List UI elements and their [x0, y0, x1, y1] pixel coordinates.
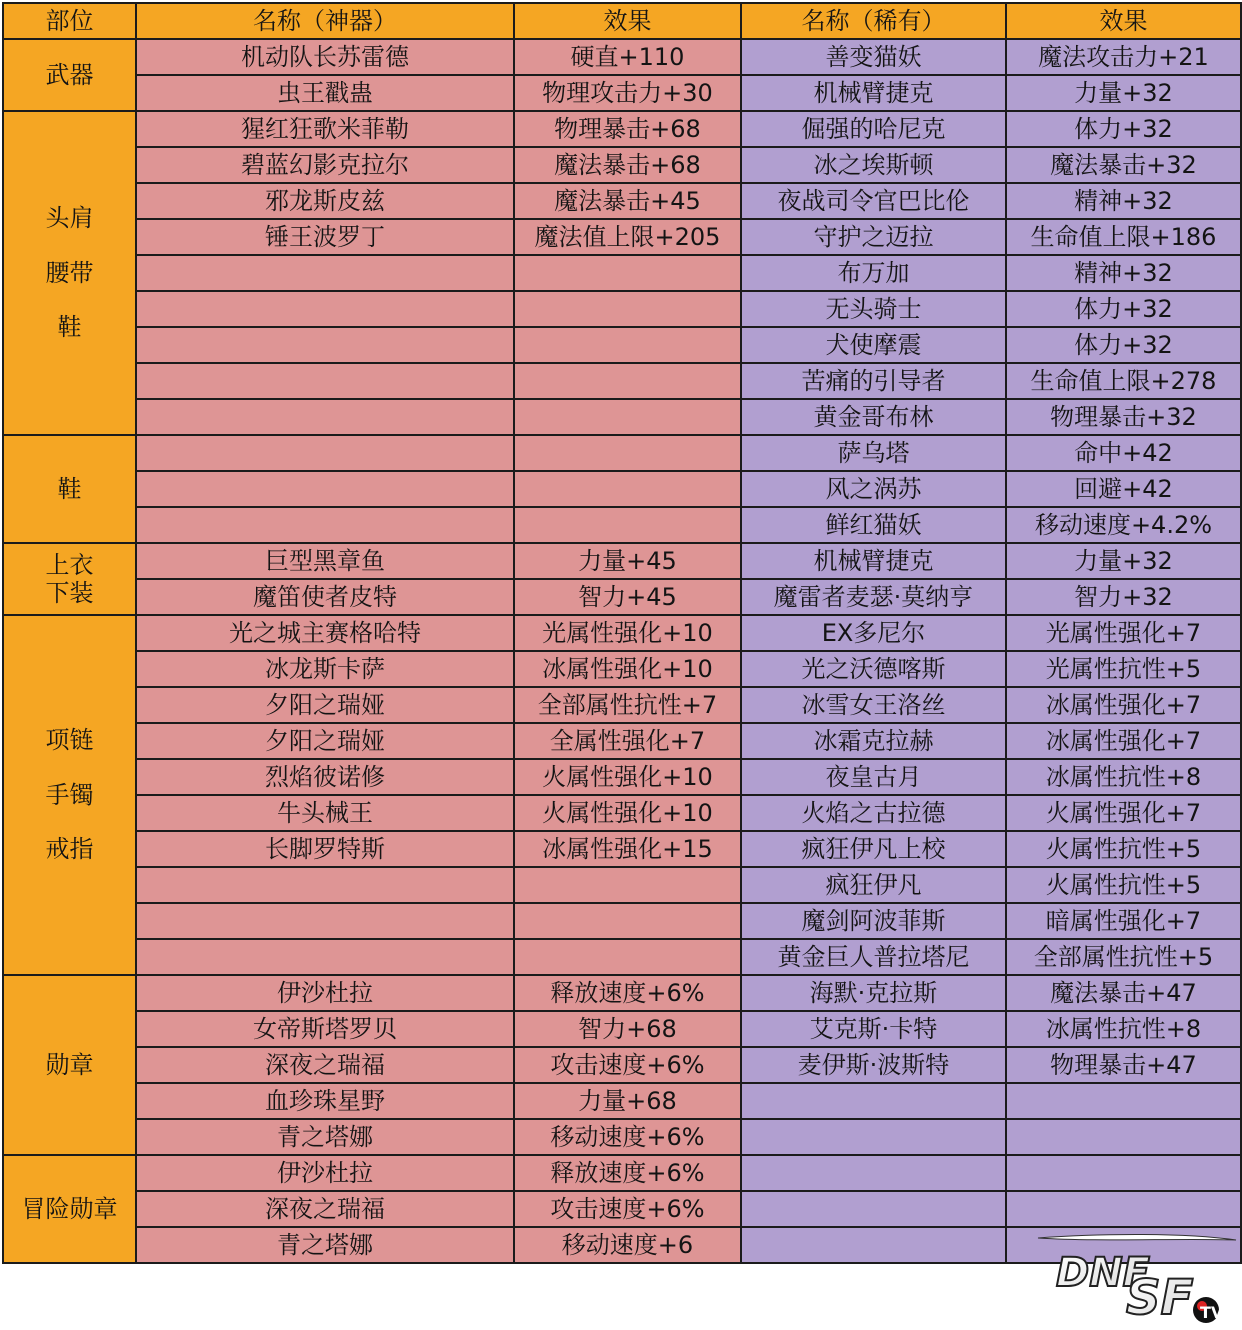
artifact-name-cell: 魔笛使者皮特: [136, 579, 514, 615]
rare-name-cell: 麦伊斯·波斯特: [741, 1047, 1006, 1083]
table-row: [3, 183, 1241, 219]
artifact-effect-cell: [514, 903, 741, 939]
rare-name-cell: 魔剑阿波菲斯: [741, 903, 1006, 939]
table-row: [3, 147, 1241, 183]
rare-name-cell: 机械臂捷克: [741, 75, 1006, 111]
rare-name-cell: [741, 1191, 1006, 1227]
artifact-effect-cell: [514, 399, 741, 435]
rare-name-cell: [741, 1155, 1006, 1191]
table-row: [3, 39, 1241, 75]
slot-label: 手镯: [45, 780, 94, 809]
table-row: [3, 543, 1241, 579]
artifact-name-cell: 邪龙斯皮兹: [136, 183, 514, 219]
rare-effect-cell: 精神+32: [1006, 255, 1241, 291]
artifact-name-cell: 深夜之瑞福: [136, 1047, 514, 1083]
rare-name-cell: [741, 1119, 1006, 1155]
rare-effect-cell: [1006, 1191, 1241, 1227]
artifact-effect-cell: 移动速度+6: [514, 1227, 741, 1263]
artifact-effect-cell: 力量+68: [514, 1083, 741, 1119]
artifact-effect-cell: [514, 363, 741, 399]
slot-cell: [3, 975, 136, 1155]
table-row: [3, 1011, 1241, 1047]
artifact-name-cell: 光之城主赛格哈特: [136, 615, 514, 651]
rare-effect-cell: 火属性抗性+5: [1006, 831, 1241, 867]
rare-name-cell: [741, 1083, 1006, 1119]
artifact-name-cell: [136, 363, 514, 399]
rare-effect-cell: 智力+32: [1006, 579, 1241, 615]
slot-label: 武器: [45, 60, 94, 89]
rare-name-cell: 黄金哥布林: [741, 399, 1006, 435]
table-row: [3, 903, 1241, 939]
rare-effect-cell: 生命值上限+186: [1006, 219, 1241, 255]
table-row: [3, 579, 1241, 615]
rare-effect-cell: 体力+32: [1006, 327, 1241, 363]
artifact-effect-cell: 火属性强化+10: [514, 759, 741, 795]
artifact-effect-cell: 硬直+110: [514, 39, 741, 75]
table-row: [3, 471, 1241, 507]
rare-name-cell: 冰霜克拉赫: [741, 723, 1006, 759]
table-row: [3, 291, 1241, 327]
slot-label: 冒险勋章: [21, 1194, 118, 1223]
artifact-name-cell: 巨型黑章鱼: [136, 543, 514, 579]
table-row: [3, 831, 1241, 867]
svg-text:SF: SF: [1126, 1270, 1194, 1326]
rare-name-cell: EX多尼尔: [741, 615, 1006, 651]
header-artifact-effect: 效果: [514, 3, 741, 39]
artifact-name-cell: 深夜之瑞福: [136, 1191, 514, 1227]
artifact-name-cell: [136, 291, 514, 327]
artifact-name-cell: [136, 435, 514, 471]
artifact-name-cell: 伊沙杜拉: [136, 975, 514, 1011]
artifact-effect-cell: 物理攻击力+30: [514, 75, 741, 111]
artifact-effect-cell: 魔法暴击+45: [514, 183, 741, 219]
rare-name-cell: 善变猫妖: [741, 39, 1006, 75]
header-row: [3, 3, 1241, 39]
artifact-name-cell: 牛头械王: [136, 795, 514, 831]
slot-cell: [3, 543, 136, 615]
artifact-effect-cell: 攻击速度+6%: [514, 1191, 741, 1227]
artifact-effect-cell: 光属性强化+10: [514, 615, 741, 651]
rare-effect-cell: 物理暴击+32: [1006, 399, 1241, 435]
rare-effect-cell: 全部属性抗性+5: [1006, 939, 1241, 975]
slot-label: 勋章: [45, 1050, 94, 1079]
artifact-effect-cell: 魔法暴击+68: [514, 147, 741, 183]
rare-name-cell: 萨乌塔: [741, 435, 1006, 471]
artifact-name-cell: [136, 903, 514, 939]
table-row: [3, 723, 1241, 759]
table-row: [3, 1083, 1241, 1119]
artifact-effect-cell: 冰属性强化+15: [514, 831, 741, 867]
artifact-effect-cell: [514, 327, 741, 363]
rare-effect-cell: 冰属性强化+7: [1006, 723, 1241, 759]
slot-cell: [3, 1155, 136, 1263]
artifact-effect-cell: 火属性强化+10: [514, 795, 741, 831]
table-row: [3, 327, 1241, 363]
rare-effect-cell: 光属性抗性+5: [1006, 651, 1241, 687]
artifact-name-cell: 夕阳之瑞娅: [136, 723, 514, 759]
rare-effect-cell: 体力+32: [1006, 291, 1241, 327]
rare-effect-cell: 体力+32: [1006, 111, 1241, 147]
table-row: [3, 615, 1241, 651]
artifact-name-cell: 伊沙杜拉: [136, 1155, 514, 1191]
slot-label: 下装: [45, 579, 94, 607]
rare-name-cell: 倔强的哈尼克: [741, 111, 1006, 147]
table-row: [3, 1119, 1241, 1155]
artifact-name-cell: 青之塔娜: [136, 1227, 514, 1263]
artifact-name-cell: 血珍珠星野: [136, 1083, 514, 1119]
slot-label: 项链: [45, 726, 94, 755]
artifact-effect-cell: [514, 939, 741, 975]
rare-effect-cell: 火属性强化+7: [1006, 795, 1241, 831]
table-row: [3, 1047, 1241, 1083]
rare-effect-cell: 火属性抗性+5: [1006, 867, 1241, 903]
artifact-name-cell: [136, 399, 514, 435]
card-table: [2, 2, 1242, 1264]
artifact-effect-cell: 魔法值上限+205: [514, 219, 741, 255]
rare-name-cell: 光之沃德喀斯: [741, 651, 1006, 687]
slot-cell: [3, 111, 136, 435]
artifact-name-cell: 女帝斯塔罗贝: [136, 1011, 514, 1047]
artifact-name-cell: 锤王波罗丁: [136, 219, 514, 255]
artifact-name-cell: [136, 327, 514, 363]
slot-label: 头肩: [45, 204, 94, 233]
table-row: [3, 1191, 1241, 1227]
artifact-name-cell: 青之塔娜: [136, 1119, 514, 1155]
table-row: [3, 111, 1241, 147]
artifact-effect-cell: 移动速度+6%: [514, 1119, 741, 1155]
artifact-name-cell: 虫王戳蛊: [136, 75, 514, 111]
table-row: [3, 939, 1241, 975]
artifact-name-cell: 机动队长苏雷德: [136, 39, 514, 75]
rare-effect-cell: 物理暴击+47: [1006, 1047, 1241, 1083]
artifact-effect-cell: 智力+45: [514, 579, 741, 615]
table-row: [3, 75, 1241, 111]
table-row: [3, 687, 1241, 723]
rare-name-cell: 海默·克拉斯: [741, 975, 1006, 1011]
artifact-effect-cell: 物理暴击+68: [514, 111, 741, 147]
table-row: [3, 507, 1241, 543]
table-row: [3, 1155, 1241, 1191]
rare-name-cell: 疯狂伊凡: [741, 867, 1006, 903]
rare-effect-cell: 魔法暴击+32: [1006, 147, 1241, 183]
artifact-name-cell: [136, 255, 514, 291]
artifact-effect-cell: [514, 867, 741, 903]
artifact-name-cell: 烈焰彼诺修: [136, 759, 514, 795]
rare-name-cell: 守护之迈拉: [741, 219, 1006, 255]
artifact-effect-cell: 冰属性强化+10: [514, 651, 741, 687]
rare-name-cell: 黄金巨人普拉塔尼: [741, 939, 1006, 975]
rare-effect-cell: 移动速度+4.2%: [1006, 507, 1241, 543]
rare-effect-cell: [1006, 1083, 1241, 1119]
artifact-effect-cell: 释放速度+6%: [514, 1155, 741, 1191]
artifact-name-cell: 夕阳之瑞娅: [136, 687, 514, 723]
rare-effect-cell: 冰属性强化+7: [1006, 687, 1241, 723]
rare-name-cell: 火焰之古拉德: [741, 795, 1006, 831]
rare-effect-cell: 魔法攻击力+21: [1006, 39, 1241, 75]
artifact-name-cell: 猩红狂歌米菲勒: [136, 111, 514, 147]
rare-name-cell: 布万加: [741, 255, 1006, 291]
rare-effect-cell: 力量+32: [1006, 543, 1241, 579]
header-slot: 部位: [3, 3, 136, 39]
slot-label: 鞋: [57, 313, 82, 342]
artifact-name-cell: 冰龙斯卡萨: [136, 651, 514, 687]
svg-text:TV: TV: [1200, 1303, 1224, 1322]
table-row: [3, 255, 1241, 291]
rare-effect-cell: 精神+32: [1006, 183, 1241, 219]
rare-name-cell: [741, 1227, 1006, 1263]
slot-cell: [3, 39, 136, 111]
rare-name-cell: 无头骑士: [741, 291, 1006, 327]
header-rare-name: 名称（稀有）: [741, 3, 1006, 39]
rare-effect-cell: [1006, 1119, 1241, 1155]
table-row: [3, 867, 1241, 903]
slot-cell: [3, 435, 136, 543]
svg-text:DNF: DNF: [1056, 1250, 1151, 1296]
artifact-name-cell: [136, 507, 514, 543]
rare-effect-cell: 回避+42: [1006, 471, 1241, 507]
rare-effect-cell: 魔法暴击+47: [1006, 975, 1241, 1011]
slot-label: 腰带: [45, 258, 94, 287]
artifact-effect-cell: 全部属性抗性+7: [514, 687, 741, 723]
artifact-effect-cell: [514, 507, 741, 543]
artifact-effect-cell: 全属性强化+7: [514, 723, 741, 759]
table-row: [3, 759, 1241, 795]
table-row: [3, 363, 1241, 399]
header-artifact-name: 名称（神器）: [136, 3, 514, 39]
rare-name-cell: 冰雪女王洛丝: [741, 687, 1006, 723]
slot-label: 戒指: [45, 835, 94, 864]
rare-name-cell: 疯狂伊凡上校: [741, 831, 1006, 867]
table-row: [3, 219, 1241, 255]
artifact-effect-cell: 攻击速度+6%: [514, 1047, 741, 1083]
artifact-effect-cell: 智力+68: [514, 1011, 741, 1047]
rare-effect-cell: 命中+42: [1006, 435, 1241, 471]
table-row: [3, 399, 1241, 435]
artifact-effect-cell: [514, 291, 741, 327]
rare-effect-cell: 力量+32: [1006, 75, 1241, 111]
artifact-name-cell: 长脚罗特斯: [136, 831, 514, 867]
rare-effect-cell: 生命值上限+278: [1006, 363, 1241, 399]
rare-name-cell: 夜皇古月: [741, 759, 1006, 795]
watermark-logo: [1030, 1226, 1238, 1326]
rare-effect-cell: 冰属性抗性+8: [1006, 759, 1241, 795]
rare-name-cell: 鲜红猫妖: [741, 507, 1006, 543]
rare-name-cell: 冰之埃斯顿: [741, 147, 1006, 183]
table-row: [3, 975, 1241, 1011]
rare-name-cell: 风之涡苏: [741, 471, 1006, 507]
rare-effect-cell: 冰属性抗性+8: [1006, 1011, 1241, 1047]
artifact-effect-cell: [514, 255, 741, 291]
artifact-name-cell: 碧蓝幻影克拉尔: [136, 147, 514, 183]
rare-effect-cell: [1006, 1155, 1241, 1191]
header-rare-effect: 效果: [1006, 3, 1241, 39]
rare-name-cell: 魔雷者麦瑟·莫纳亨: [741, 579, 1006, 615]
artifact-effect-cell: [514, 471, 741, 507]
slot-cell: [3, 615, 136, 975]
rare-name-cell: 艾克斯·卡特: [741, 1011, 1006, 1047]
rare-name-cell: 犬使摩震: [741, 327, 1006, 363]
rare-name-cell: 夜战司令官巴比伦: [741, 183, 1006, 219]
rare-effect-cell: 暗属性强化+7: [1006, 903, 1241, 939]
rare-effect-cell: 光属性强化+7: [1006, 615, 1241, 651]
artifact-name-cell: [136, 939, 514, 975]
slot-label: 鞋: [57, 474, 82, 503]
artifact-name-cell: [136, 867, 514, 903]
artifact-effect-cell: [514, 435, 741, 471]
artifact-effect-cell: 释放速度+6%: [514, 975, 741, 1011]
table-row: [3, 435, 1241, 471]
slot-label: 上衣: [45, 550, 94, 579]
artifact-name-cell: [136, 471, 514, 507]
rare-name-cell: 苦痛的引导者: [741, 363, 1006, 399]
rare-name-cell: 机械臂捷克: [741, 543, 1006, 579]
table-body: [3, 39, 1241, 1263]
artifact-effect-cell: 力量+45: [514, 543, 741, 579]
table-row: [3, 795, 1241, 831]
table-row: [3, 651, 1241, 687]
